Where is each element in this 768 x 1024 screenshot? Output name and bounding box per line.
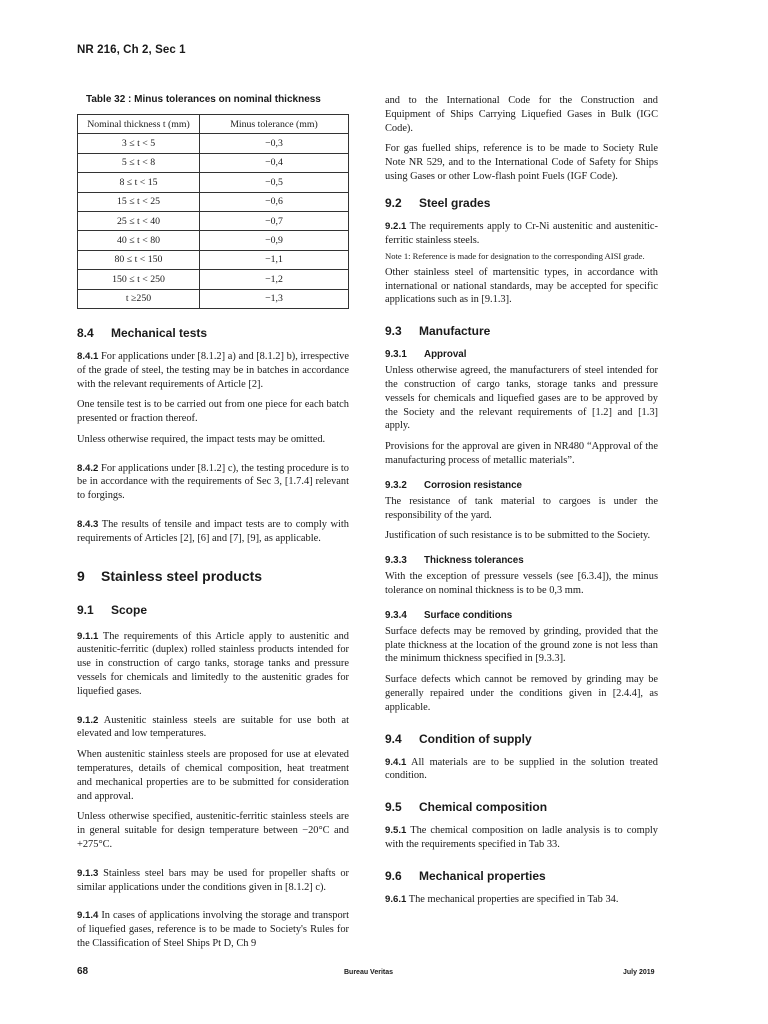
section-9-3-2-heading: 9.3.2 Corrosion resistance	[385, 479, 523, 491]
right-column	[385, 94, 658, 914]
section-9-3-3-heading: 9.3.3 Thickness tolerances	[385, 555, 524, 567]
running-header: NR 216, Ch 2, Sec 1	[77, 44, 186, 56]
tolerance-cell: −0,4	[200, 153, 349, 172]
paragraph-8-4-1: 8.4.1 For applications under [8.1.2] a) and [8.1.2] b), irrespective of the grade of steel, the testing may be in batches in accordance with the relevant requirements of Article [2].	[77, 350, 349, 390]
paragraph-9-6-1: 9.6.1 The mechanical properties are specified in Tab 34.	[385, 893, 619, 905]
table-row	[78, 192, 349, 211]
paragraph: Surface defects may be removed by grinding, provided that the plate thickness at the location of the ground zone is not less than the minimum thickness specified in [9.3.3].	[385, 625, 658, 665]
thickness-range-cell: 80 ≤ t < 150	[78, 250, 200, 269]
thickness-range-cell: t ≥250	[78, 289, 200, 308]
table-row	[78, 173, 349, 192]
thickness-range-cell: 40 ≤ t < 80	[78, 231, 200, 250]
paragraph-9-4-1: 9.4.1 All materials are to be supplied in the solution treated condition.	[385, 756, 658, 782]
table-row	[78, 211, 349, 230]
paragraph: Unless otherwise required, the impact tests may be omitted.	[77, 433, 326, 445]
paragraph: Surface defects which cannot be removed by grinding may be generally repaired under the conditions given in [2.4.4], as applicable.	[385, 674, 658, 713]
thickness-range-cell: 5 ≤ t < 8	[78, 153, 200, 172]
paragraph-9-1-4: 9.1.4 In cases of applications involving the storage and transport of liquefied gases, reference is to be made to Society's Rules for the Classification of Steel Ships Pt D, Ch 9	[77, 910, 349, 950]
table-caption: Table 32 : Minus tolerances on nominal thickness	[86, 94, 321, 105]
tolerance-cell: −0,6	[200, 192, 349, 211]
tolerance-cell: −0,7	[200, 211, 349, 230]
paragraph: The resistance of tank material to cargoes is under the responsibility of the yard.	[385, 495, 658, 521]
paragraph: Other stainless steel of martensitic types, in accordance with international or national standards, may be accepted for specific applications such as in [9.1.3].	[385, 266, 658, 306]
left-column	[77, 94, 349, 958]
issue-date: July 2019	[623, 969, 655, 976]
thickness-range-cell: 15 ≤ t < 25	[78, 192, 200, 211]
paragraph-9-1-3: 9.1.3 Stainless steel bars may be used for propeller shafts or similar applications under the conditions given in [8.1.2] c).	[77, 867, 349, 893]
table-row	[78, 231, 349, 250]
table-row	[78, 153, 349, 172]
section-9-3-4-heading: 9.3.4 Surface conditions	[385, 609, 513, 621]
paragraph-9-2-1: 9.2.1 The requirements apply to Cr-Ni austenitic and austenitic-ferritic stainless steels.	[385, 220, 658, 246]
paragraph: Provisions for the approval are given in NR480 “Approval of the manufacturing process of metallic materials”.	[385, 441, 658, 467]
paragraph-8-4-2: 8.4.2 For applications under [8.1.2] c), the testing procedure is to be in accordance with the requirements of Sec 3, [1.7.4] relevant to forgings.	[77, 462, 349, 502]
section-9-3-1-heading: 9.3.1 Approval	[385, 349, 467, 361]
table-row	[78, 289, 349, 308]
thickness-range-cell: 3 ≤ t < 5	[78, 134, 200, 153]
column-header: Nominal thickness t (mm)	[78, 115, 200, 134]
paragraph: One tensile test is to be carried out from one piece for each batch presented or fraction thereof.	[77, 399, 349, 425]
page-number: 68	[77, 966, 89, 977]
thickness-range-cell: 150 ≤ t < 250	[78, 270, 200, 289]
table-row	[78, 270, 349, 289]
section-9-heading: 9 Stainless steel products	[77, 567, 263, 584]
section-9-6-heading: 9.6 Mechanical properties	[385, 868, 546, 883]
paragraph-9-1-1: 9.1.1 The requirements of this Article apply to austenitic and austenitic-ferritic (duplex) rolled stainless products intended for use in construction of cargo tanks, storage tanks and pressure vessels for chemicals and limitedly to the austenitic grades for liquefied gases.	[77, 630, 349, 697]
table-header-row	[78, 115, 349, 134]
thickness-range-cell: 8 ≤ t < 15	[78, 173, 200, 192]
publisher: Bureau Veritas	[344, 969, 394, 976]
paragraph-9-5-1: 9.5.1 The chemical composition on ladle analysis is to comply with the requirements specified in Tab 33.	[385, 825, 658, 850]
paragraph: Unless otherwise specified, austenitic-ferritic stainless steels are in general suitable for design temperature between −20°C and +275°C.	[77, 811, 349, 851]
note-1: Note 1: Reference is made for designation to the corresponding AISI grade.	[385, 251, 645, 262]
tolerance-cell: −0,5	[200, 173, 349, 192]
column-header: Minus tolerance (mm)	[200, 115, 349, 134]
table-body	[78, 134, 349, 309]
table-row	[78, 250, 349, 269]
thickness-range-cell: 25 ≤ t < 40	[78, 211, 200, 230]
tolerance-cell: −0,9	[200, 231, 349, 250]
section-9-3-heading: 9.3 Manufacture	[385, 324, 491, 339]
paragraph: Justification of such resistance is to be submitted to the Society.	[385, 530, 651, 542]
section-9-5-heading: 9.5 Chemical composition	[385, 800, 548, 815]
section-9-1-heading: 9.1 Scope	[77, 602, 148, 617]
section-9-4-heading: 9.4 Condition of supply	[385, 731, 532, 746]
paragraph-9-1-2: 9.1.2 Austenitic stainless steels are suitable for use both at elevated and low temperatures.	[77, 714, 349, 740]
paragraph: When austenitic stainless steels are proposed for use at elevated temperatures, details of chemical composition, heat treatment and mechanical properties are to be submitted for consideration and approval.	[77, 749, 349, 802]
tolerance-cell: −1,3	[200, 289, 349, 308]
section-8-4-heading: 8.4 Mechanical tests	[77, 325, 208, 340]
section-9-2-heading: 9.2 Steel grades	[385, 195, 491, 210]
paragraph: and to the International Code for the Construction and Equipment of Ships Carrying Liquefied Gases in Bulk (IGC Code).	[385, 95, 658, 134]
paragraph: Unless otherwise agreed, the manufacturers of steel intended for the construction of cargo tanks, storage tanks and pressure vessels for chemicals and liquefied gases are to be approved by the Society and the relevant requirements of [1.2] and [1.3] apply.	[385, 365, 658, 432]
paragraph-8-4-3: 8.4.3 The results of tensile and impact tests are to comply with requirements of Articles [2], [6] and [7], [9], as applicable.	[77, 519, 349, 544]
tolerance-cell: −0,3	[200, 134, 349, 153]
tolerance-cell: −1,1	[200, 250, 349, 269]
tolerance-table	[77, 114, 349, 309]
table-row	[78, 134, 349, 153]
paragraph: With the exception of pressure vessels (see [6.3.4]), the minus tolerance on nominal thickness is to be 0,3 mm.	[385, 571, 658, 597]
tolerance-cell: −1,2	[200, 270, 349, 289]
paragraph: For gas fuelled ships, reference is to be made to Society Rule Note NR 529, and to the International Code of Safety for Ships using Gases or other Low-flash point Fuels (IGF Code).	[385, 143, 658, 182]
